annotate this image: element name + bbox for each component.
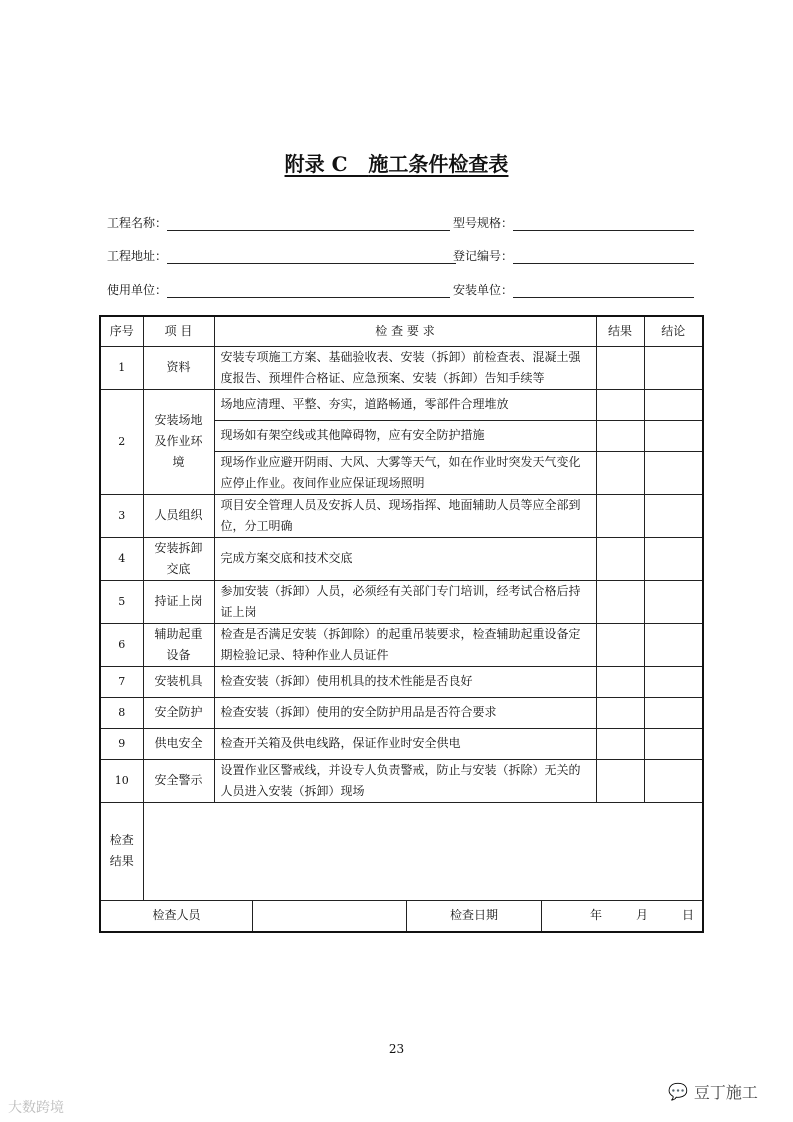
row-requirement: 参加安装（拆卸）人员，必须经有关部门专门培训，经考试合格后持证上岗 (214, 580, 596, 623)
result-cell[interactable] (596, 451, 644, 494)
watermark-text: 豆丁施工 (693, 1083, 758, 1102)
field-value[interactable] (167, 216, 450, 231)
project-address-field[interactable] (107, 247, 456, 264)
model-spec-field[interactable] (453, 214, 694, 231)
field-label: 安装单位： (453, 283, 514, 297)
install-unit-field[interactable] (453, 281, 694, 298)
table-header (100, 316, 703, 346)
signature-row (100, 900, 703, 932)
result-cell[interactable] (596, 697, 644, 728)
conclusion-cell[interactable] (644, 728, 703, 759)
inspector-input[interactable] (253, 901, 407, 931)
result-cell[interactable] (596, 537, 644, 580)
conclusion-cell[interactable] (644, 666, 703, 697)
row-requirement: 检查安装（拆卸）使用机具的技术性能是否良好 (214, 666, 596, 697)
row-number: 7 (100, 666, 143, 697)
conclusion-cell[interactable] (644, 494, 703, 537)
year-label: 年 (589, 908, 602, 922)
table-row (100, 759, 703, 802)
field-label: 工程名称： (107, 216, 168, 230)
row-number: 10 (100, 759, 143, 802)
table-row (100, 389, 703, 420)
table-row (100, 623, 703, 666)
result-cell[interactable] (596, 389, 644, 420)
field-label: 登记编号： (453, 249, 514, 263)
conclusion-cell[interactable] (644, 759, 703, 802)
row-requirement: 项目安全管理人员及安拆人员、现场指挥、地面辅助人员等应全部到位，分工明确 (214, 494, 596, 537)
conclusion-cell[interactable] (644, 580, 703, 623)
page-number: 23 (388, 1042, 405, 1056)
row-requirement: 安装专项施工方案、基础验收表、安装（拆卸）前检查表、混凝土强度报告、预埋件合格证、应急预案、安装（拆卸）告知手续等 (214, 346, 596, 389)
date-input[interactable] (542, 901, 702, 931)
row-requirement: 检查安装（拆卸）使用的安全防护用品是否符合要求 (214, 697, 596, 728)
user-unit-field[interactable] (107, 281, 450, 298)
conclusion-cell[interactable] (644, 420, 703, 451)
result-cell[interactable] (596, 728, 644, 759)
row-number: 4 (100, 537, 143, 580)
result-cell[interactable] (596, 759, 644, 802)
conclusion-cell[interactable] (644, 389, 703, 420)
row-number: 8 (100, 697, 143, 728)
header-item: 项 目 (143, 316, 214, 346)
result-input[interactable] (143, 802, 703, 900)
result-label: 检查结果 (100, 802, 143, 900)
day-label: 日 (681, 908, 694, 922)
row-number: 6 (100, 623, 143, 666)
field-value[interactable] (167, 283, 450, 298)
row-item: 安装机具 (143, 666, 214, 697)
result-cell[interactable] (596, 494, 644, 537)
header-result: 结果 (596, 316, 644, 346)
result-cell[interactable] (596, 623, 644, 666)
row-number: 3 (100, 494, 143, 537)
row-item: 安装拆卸交底 (143, 537, 214, 580)
table-row (100, 494, 703, 537)
row-requirement: 现场如有架空线或其他障碍物，应有安全防护措施 (214, 420, 596, 451)
header-no: 序号 (100, 316, 143, 346)
field-label: 型号规格： (453, 216, 514, 230)
header-requirement: 检 查 要 求 (214, 316, 596, 346)
row-item: 持证上岗 (143, 580, 214, 623)
conclusion-cell[interactable] (644, 346, 703, 389)
row-item: 安装场地及作业环境 (143, 389, 214, 494)
conclusion-cell[interactable] (644, 623, 703, 666)
page-title: 附录 C 施工条件检查表 (284, 152, 509, 176)
row-requirement: 场地应清理、平整、夯实，道路畅通，零部件合理堆放 (214, 389, 596, 420)
row-number: 9 (100, 728, 143, 759)
row-number: 2 (100, 389, 143, 494)
table-row (100, 537, 703, 580)
field-value[interactable] (513, 249, 694, 264)
registration-no-field[interactable] (453, 247, 694, 264)
row-number: 1 (100, 346, 143, 389)
inspector-label: 检查人员 (101, 901, 253, 931)
watermark-doudin (668, 1080, 758, 1103)
date-label: 检查日期 (407, 901, 542, 931)
row-item: 资料 (143, 346, 214, 389)
table-row (100, 666, 703, 697)
header-conclusion: 结论 (644, 316, 703, 346)
row-item: 安全警示 (143, 759, 214, 802)
row-item: 安全防护 (143, 697, 214, 728)
field-value[interactable] (513, 283, 694, 298)
chat-bubble-icon: 💬 (668, 1082, 688, 1101)
field-label: 工程地址： (107, 249, 168, 263)
table-row (100, 580, 703, 623)
row-item: 辅助起重设备 (143, 623, 214, 666)
row-item: 供电安全 (143, 728, 214, 759)
table-row (100, 697, 703, 728)
conclusion-cell[interactable] (644, 697, 703, 728)
row-requirement: 检查开关箱及供电线路，保证作业时安全供电 (214, 728, 596, 759)
field-label: 使用单位： (107, 283, 168, 297)
table-row (100, 728, 703, 759)
result-row (100, 802, 703, 900)
field-value[interactable] (167, 249, 456, 264)
result-cell[interactable] (596, 420, 644, 451)
inspection-table (99, 315, 704, 933)
conclusion-cell[interactable] (644, 537, 703, 580)
result-cell[interactable] (596, 666, 644, 697)
result-cell[interactable] (596, 346, 644, 389)
row-requirement: 设置作业区警戒线，并设专人负责警戒，防止与安装（拆除）无关的人员进入安装（拆卸）现场 (214, 759, 596, 802)
table-row (100, 346, 703, 389)
month-label: 月 (635, 908, 648, 922)
field-value[interactable] (513, 216, 694, 231)
row-item: 人员组织 (143, 494, 214, 537)
watermark-dashu: 大数跨境 (8, 1100, 64, 1116)
row-requirement: 检查是否满足安装（拆卸除）的起重吊装要求，检查辅助起重设备定期检验记录、特种作业人员证件 (214, 623, 596, 666)
row-requirement: 完成方案交底和技术交底 (214, 537, 596, 580)
result-cell[interactable] (596, 580, 644, 623)
project-name-field[interactable] (107, 214, 450, 231)
conclusion-cell[interactable] (644, 451, 703, 494)
row-requirement: 现场作业应避开阴雨、大风、大雾等天气，如在作业时突发天气变化应停止作业。夜间作业应保证现场照明 (214, 451, 596, 494)
row-number: 5 (100, 580, 143, 623)
